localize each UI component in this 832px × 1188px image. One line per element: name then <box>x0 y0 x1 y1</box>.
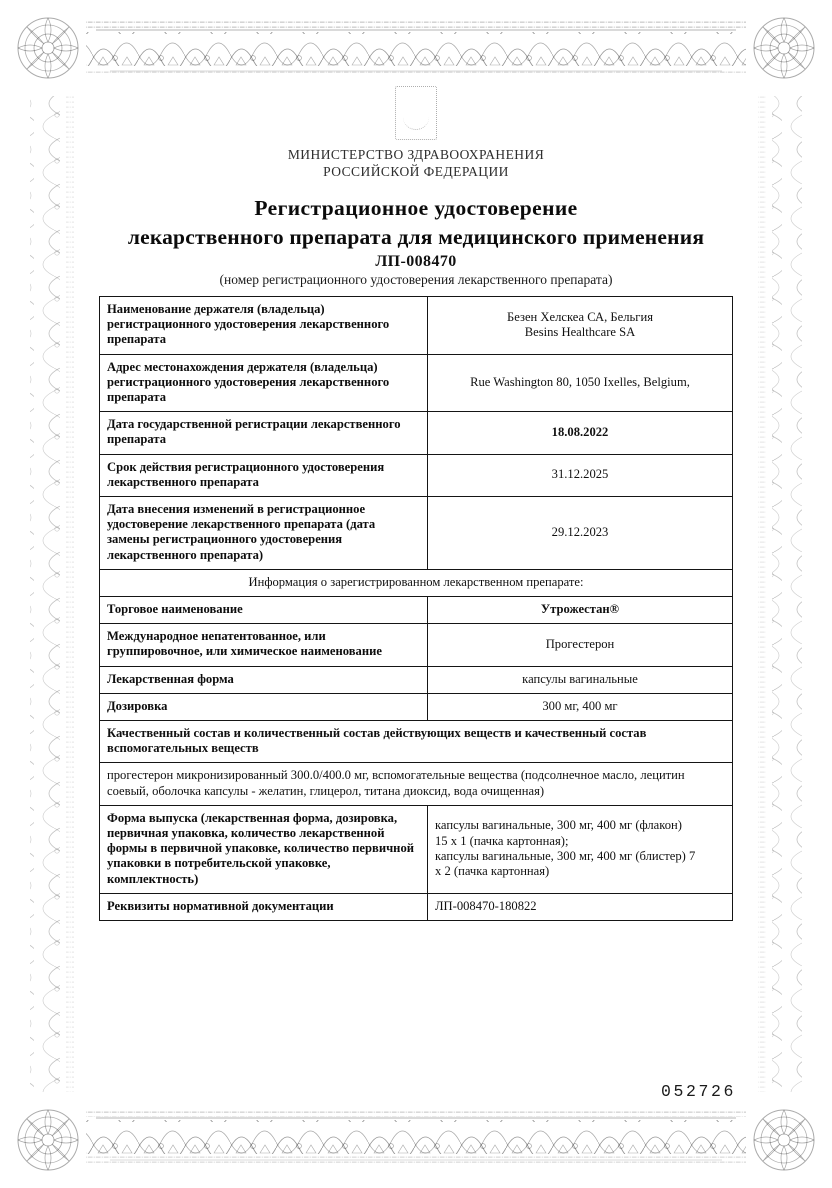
registration-number: ЛП-008470 <box>375 253 457 270</box>
table-row <box>100 805 733 893</box>
row-label: Адрес местонахождения держателя (владельца) регистрационного удостоверения лекарственного препарата <box>100 354 428 412</box>
row-value: 18.08.2022 <box>428 412 733 454</box>
row-value: Прогестерон <box>428 624 733 666</box>
row-label: Наименование держателя (владельца) регистрационного удостоверения лекарственного препарата <box>100 297 428 355</box>
row-value <box>428 297 733 355</box>
emblem-container <box>0 86 832 145</box>
row-label: Лекарственная форма <box>100 666 428 693</box>
table-section-header-row <box>100 569 733 596</box>
row-value <box>428 805 733 893</box>
serial-number: 052726 <box>660 1082 736 1101</box>
table-row <box>100 666 733 693</box>
table-row <box>100 497 733 570</box>
row-value: капсулы вагинальные <box>428 666 733 693</box>
row-label: Реквизиты нормативной документации <box>100 893 428 920</box>
registration-number-caption: (номер регистрационного удостоверения лекарственного препарата) <box>219 272 613 287</box>
composition-text-row <box>100 763 733 805</box>
row-value: 300 мг, 400 мг <box>428 693 733 720</box>
row-value-line: Безен Хелскеа СА, Бельгия <box>507 309 653 324</box>
table-row <box>100 693 733 720</box>
row-label: Торговое наименование <box>100 597 428 624</box>
row-value: Rue Washington 80, 1050 Ixelles, Belgium, <box>428 354 733 412</box>
row-value-line: 15 х 1 (пачка картонная); <box>435 833 569 848</box>
row-label: Дата государственной регистрации лекарственного препарата <box>100 412 428 454</box>
composition-header-row <box>100 721 733 763</box>
ministry-heading <box>0 146 832 180</box>
row-label: Международное непатентованное, или группировочное, или химическое наименование <box>100 624 428 666</box>
table-row <box>100 354 733 412</box>
composition-header: Качественный состав и количественный состав действующих веществ и качественный состав вспомогательных веществ <box>100 721 733 763</box>
table-row <box>100 412 733 454</box>
table-row <box>100 624 733 666</box>
section-header: Информация о зарегистрированном лекарственном препарате: <box>100 569 733 596</box>
row-label: Срок действия регистрационного удостоверения лекарственного препарата <box>100 454 428 496</box>
row-label: Дата внесения изменений в регистрационное удостоверение лекарственного препарата (дата замены регистрационного удостоверения лекарственного препарата) <box>100 497 428 570</box>
row-label: Форма выпуска (лекарственная форма, дозировка, первичная упаковка, количество лекарственной формы в первичной упаковке, количество первичной упаковки в потребительской упаковке, комплектность) <box>100 805 428 893</box>
row-value-line: капсулы вагинальные, 300 мг, 400 мг (флакон) <box>435 818 682 833</box>
row-value-line: капсулы вагинальные, 300 мг, 400 мг (блистер) 7 <box>435 848 696 863</box>
table-row <box>100 597 733 624</box>
coat-of-arms-emblem-icon <box>395 86 437 140</box>
row-value-line: Besins Healthcare SA <box>524 324 636 339</box>
ministry-line-1: МИНИСТЕРСТВО ЗДРАВООХРАНЕНИЯ <box>287 147 545 162</box>
table-row <box>100 297 733 355</box>
ministry-line-2: РОССИЙСКОЙ ФЕДЕРАЦИИ <box>323 164 509 179</box>
document-title-line-2: лекарственного препарата для медицинского применения <box>127 225 705 249</box>
table-row <box>100 454 733 496</box>
row-value: ЛП-008470-180822 <box>428 893 733 920</box>
table-row <box>100 893 733 920</box>
row-value-line: х 2 (пачка картонная) <box>435 864 550 879</box>
row-value: 31.12.2025 <box>428 454 733 496</box>
composition-text: прогестерон микронизированный 300.0/400.0 мг, вспомогательные вещества (подсолнечное масло, лецитин соевый, оболочка капсулы - желатин, глицерол, титана диоксид, вода очищенная) <box>100 763 733 805</box>
document-title-line-1: Регистрационное удостоверение <box>254 196 578 220</box>
row-value: 29.12.2023 <box>428 497 733 570</box>
row-label: Дозировка <box>100 693 428 720</box>
row-value: Утрожестан® <box>428 597 733 624</box>
registration-details-table <box>99 296 733 921</box>
